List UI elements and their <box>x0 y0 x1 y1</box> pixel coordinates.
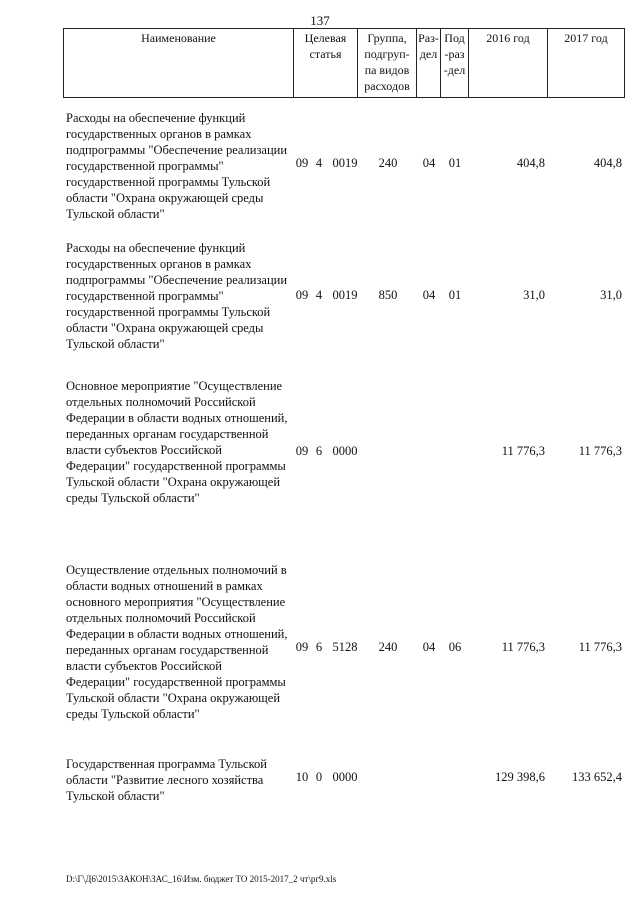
header-2017: 2017 год <box>564 31 608 45</box>
expense-group: 850 <box>378 288 398 302</box>
section: 04 <box>422 156 436 170</box>
row-name: Расходы на обеспечение функций государственных органов в рамках подпрограммы "Обеспечение реализации государственной программы" государственной программы Тульской области "Охрана окружающей среды Тульской области" <box>66 241 288 351</box>
article-program: 09 <box>295 288 309 302</box>
amount-2017: 133 652,4 <box>572 770 622 784</box>
header-2016: 2016 год <box>469 29 548 97</box>
article-subprogram: 4 <box>315 288 323 302</box>
amount-2017: 11 776,3 <box>578 640 622 654</box>
amount-2017: 404,8 <box>593 156 622 170</box>
subsection: 01 <box>448 156 462 170</box>
section: 04 <box>422 640 436 654</box>
expense-group: 240 <box>378 640 398 654</box>
row-name: Осуществление отдельных полномочий в области водных отношений в рамках основного мероприятия "Осуществление отдельных полномочий Российской Федерации в области водных отношений, переданных органам государственной власти субъектов Российской Федерации" государственной программы Тульской области "Охрана окружающей среды Тульской области" <box>66 563 288 721</box>
article-subprogram: 6 <box>315 444 323 458</box>
table-header <box>63 28 625 98</box>
amount-2016: 404,8 <box>516 156 545 170</box>
header-subsection: Под-раз-дел <box>441 29 469 97</box>
header-section: Раз-дел <box>417 29 441 97</box>
article-program: 09 <box>295 640 309 654</box>
subsection: 06 <box>448 640 462 654</box>
amount-2016: 11 776,3 <box>501 444 545 458</box>
article-program: 10 <box>295 770 309 784</box>
amount-2016: 129 398,6 <box>495 770 545 784</box>
article-code: 0000 <box>332 444 358 458</box>
expense-group: 240 <box>378 156 398 170</box>
row-name: Расходы на обеспечение функций государственных органов в рамках подпрограммы "Обеспечение реализации государственной программы" государственной программы Тульской области "Охрана окружающей среды Тульской области" <box>66 111 288 221</box>
header-name: Наименование <box>64 29 294 97</box>
article-program: 09 <box>295 444 309 458</box>
article-program: 09 <box>295 156 309 170</box>
row-name: Государственная программа Тульской области "Развитие лесного хозяйства Тульской области" <box>66 757 267 803</box>
amount-2017: 11 776,3 <box>578 444 622 458</box>
article-code: 0000 <box>332 770 358 784</box>
section: 04 <box>422 288 436 302</box>
header-expense-group: Группа, подгруп-па видов расходов <box>358 29 417 97</box>
amount-2016: 31,0 <box>523 288 545 302</box>
article-code: 0019 <box>332 288 358 302</box>
row-name: Основное мероприятие "Осуществление отдельных полномочий Российской Федерации в области водных отношений, переданных органам государственной власти субъектов Российской Федерации" государственной программы Тульской области "Охрана окружающей среды Тульской области" <box>66 379 288 505</box>
header-target-article: Целевая статья <box>294 29 358 97</box>
amount-2016: 11 776,3 <box>501 640 545 654</box>
article-code: 5128 <box>332 640 358 654</box>
page-number: 137 <box>310 13 330 28</box>
article-subprogram: 6 <box>315 640 323 654</box>
article-subprogram: 0 <box>315 770 323 784</box>
amount-2017: 31,0 <box>600 288 622 302</box>
article-subprogram: 4 <box>315 156 323 170</box>
file-path-footer: D:\Г\Д6\2015\ЗАКОН\ЗАС_16\Изм. бюджет ТО 2015-2017_2 чт\рг9.xls <box>66 874 337 884</box>
subsection: 01 <box>448 288 462 302</box>
article-code: 0019 <box>332 156 358 170</box>
